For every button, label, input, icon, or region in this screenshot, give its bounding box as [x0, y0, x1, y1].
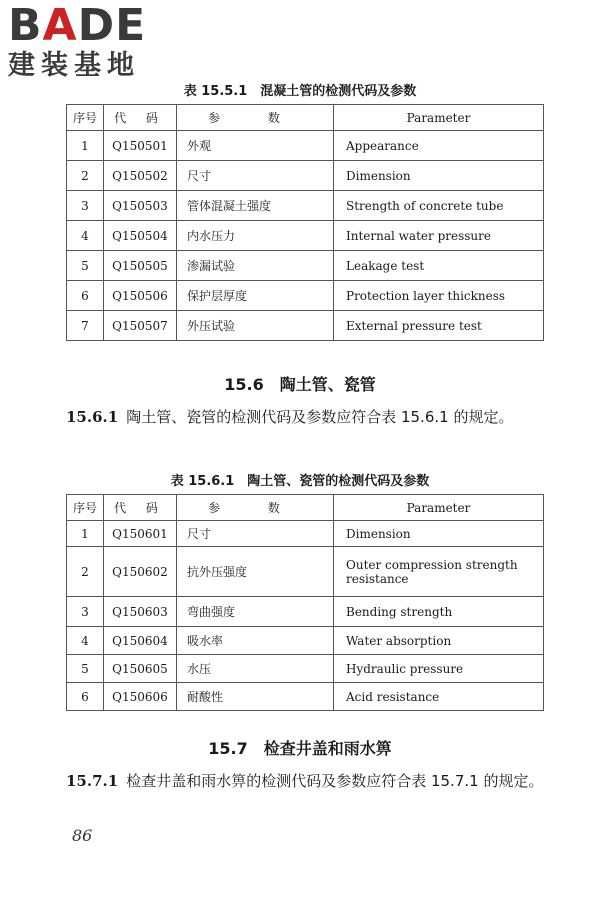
table-header-row	[67, 105, 544, 131]
row-number: 2	[67, 161, 104, 191]
header-en: Parameter	[334, 105, 544, 131]
row-number: 5	[67, 251, 104, 281]
row-number: 6	[67, 683, 104, 711]
row-param-en: Strength of concrete tube	[334, 191, 544, 221]
row-number: 5	[67, 655, 104, 683]
table-row	[67, 597, 544, 627]
row-param: 尺寸	[177, 521, 334, 547]
table-row	[67, 521, 544, 547]
row-param-en: Bending strength	[334, 597, 544, 627]
section-paragraph: 15.7.1 检查井盖和雨水箅的检测代码及参数应符合表 15.7.1 的规定。	[66, 772, 544, 790]
row-param-en: Internal water pressure	[334, 221, 544, 251]
row-param: 尺寸	[177, 161, 334, 191]
row-code: Q150603	[104, 597, 177, 627]
row-param: 管体混凝土强度	[177, 191, 334, 221]
table-row	[67, 191, 544, 221]
row-param: 水压	[177, 655, 334, 683]
row-number: 2	[67, 547, 104, 597]
row-param-en: Leakage test	[334, 251, 544, 281]
header-param: 参 数	[177, 105, 334, 131]
row-code: Q150504	[104, 221, 177, 251]
row-code: Q150604	[104, 627, 177, 655]
row-param-en: Dimension	[334, 161, 544, 191]
row-number: 1	[67, 131, 104, 161]
row-param-en: Appearance	[334, 131, 544, 161]
row-param-en: Outer compression strength resistance	[334, 547, 544, 597]
header-code: 代 码	[104, 105, 177, 131]
section-title: 15.7 检查井盖和雨水箅	[208, 739, 392, 758]
row-code: Q150605	[104, 655, 177, 683]
row-param-en: Dimension	[334, 521, 544, 547]
row-code: Q150507	[104, 311, 177, 341]
row-param: 保护层厚度	[177, 281, 334, 311]
table-row	[67, 655, 544, 683]
row-param-en: Protection layer thickness	[334, 281, 544, 311]
table-header-row	[67, 495, 544, 521]
bade-logo	[8, 0, 178, 82]
table-row	[67, 311, 544, 341]
row-param: 外观	[177, 131, 334, 161]
header-no: 序号	[67, 105, 104, 131]
row-param: 弯曲强度	[177, 597, 334, 627]
row-number: 3	[67, 597, 104, 627]
row-param: 外压试验	[177, 311, 334, 341]
table-caption: 表 15.5.1 混凝土管的检测代码及参数	[183, 84, 417, 99]
row-param: 抗外压强度	[177, 547, 334, 597]
row-code: Q150502	[104, 161, 177, 191]
table-row	[67, 281, 544, 311]
table-row	[67, 627, 544, 655]
row-param: 内水压力	[177, 221, 334, 251]
logo-subtitle: 建装基地	[8, 50, 140, 81]
table-row	[67, 131, 544, 161]
row-number: 4	[67, 221, 104, 251]
table-row	[67, 683, 544, 711]
row-param-en: Acid resistance	[334, 683, 544, 711]
row-param: 吸水率	[177, 627, 334, 655]
row-number: 1	[67, 521, 104, 547]
table-caption: 表 15.6.1 陶土管、瓷管的检测代码及参数	[170, 474, 430, 489]
row-code: Q150506	[104, 281, 177, 311]
row-code: Q150503	[104, 191, 177, 221]
spec-table	[66, 494, 544, 711]
row-param-en: External pressure test	[334, 311, 544, 341]
row-code: Q150601	[104, 521, 177, 547]
row-code: Q150602	[104, 547, 177, 597]
header-en: Parameter	[334, 495, 544, 521]
row-param-en: Water absorption	[334, 627, 544, 655]
row-number: 4	[67, 627, 104, 655]
table-row	[67, 161, 544, 191]
page-number: 86	[72, 826, 93, 845]
header-param: 参 数	[177, 495, 334, 521]
section-paragraph: 15.6.1 陶土管、瓷管的检测代码及参数应符合表 15.6.1 的规定。	[66, 408, 514, 426]
section-title: 15.6 陶土管、瓷管	[224, 375, 376, 394]
row-number: 6	[67, 281, 104, 311]
row-param: 渗漏试验	[177, 251, 334, 281]
table-row	[67, 251, 544, 281]
spec-table	[66, 104, 544, 341]
header-no: 序号	[67, 495, 104, 521]
logo-wordmark: BADE	[8, 0, 147, 51]
header-code: 代 码	[104, 495, 177, 521]
row-code: Q150606	[104, 683, 177, 711]
table-row	[67, 547, 544, 597]
row-number: 3	[67, 191, 104, 221]
row-param: 耐酸性	[177, 683, 334, 711]
row-number: 7	[67, 311, 104, 341]
row-param-en: Hydraulic pressure	[334, 655, 544, 683]
table-row	[67, 221, 544, 251]
row-code: Q150501	[104, 131, 177, 161]
row-code: Q150505	[104, 251, 177, 281]
